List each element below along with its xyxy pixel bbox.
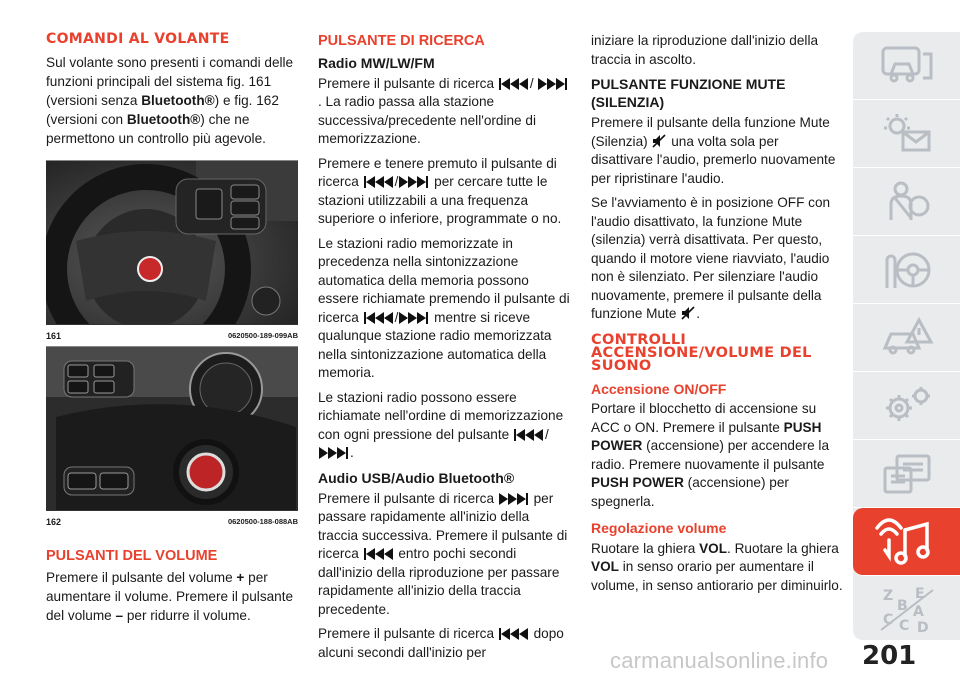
intro-bluetooth-2: Bluetooth® [126, 112, 201, 127]
intro-paragraph [46, 53, 298, 148]
intro-bluetooth-1: Bluetooth® [141, 93, 215, 108]
figure-161-caption [46, 324, 298, 342]
column-3 [591, 32, 843, 601]
mute-paragraph-1 [591, 114, 843, 188]
mute-icon [652, 134, 666, 148]
radio-paragraph-4 [318, 389, 572, 463]
seek-back-icon [364, 312, 394, 324]
vol-text-a: Ruotare la ghiera [591, 540, 700, 556]
technical-data-icon [879, 452, 935, 496]
mute-p2-end: . [696, 306, 700, 321]
p1-text-a: Premere il pulsante di ricerca [318, 75, 495, 91]
volume-adjust-paragraph [591, 540, 843, 596]
tab-technical-data[interactable] [853, 440, 960, 508]
usb-paragraph-2 [318, 625, 572, 662]
section-title-controlli: CONTROLLI ACCENSIONE/VOLUME DEL SUONO [591, 331, 812, 374]
usb-paragraph-1 [318, 490, 572, 620]
tab-index[interactable] [853, 576, 960, 643]
p3-text-b: mentre si riceve qualunque stazione radio memorizzata nella sintonizzazione automatica della memoria. [318, 309, 552, 380]
svg-text:B: B [896, 597, 908, 614]
figure-162-image [46, 346, 298, 510]
seek-forward-icon [399, 176, 429, 188]
p1-slash: / [529, 75, 534, 91]
tab-multimedia[interactable] [853, 508, 960, 576]
svg-text:E: E [914, 585, 925, 602]
figure-161-image [46, 160, 298, 324]
seek-back-icon [364, 176, 394, 188]
figure-161-code: 0620500-189-099AB [227, 331, 298, 340]
seek-forward-icon [319, 447, 349, 459]
push-power-1: PUSH POWER [591, 419, 822, 453]
p6-text-a: Premere il pulsante di ricerca [318, 626, 495, 641]
volume-text-3: per ridurre il volume. [123, 607, 251, 623]
column-2 [318, 32, 572, 668]
radio-paragraph-2 [318, 155, 572, 229]
seek-forward-icon [499, 493, 529, 505]
steering-wheel-key-icon [879, 248, 935, 292]
radio-paragraph-3 [318, 235, 572, 383]
onoff-paragraph [591, 400, 843, 511]
onoff-text-c: (accensione) per accendere la radio. Premere nuovamente il pulsante [591, 438, 830, 472]
steering-wheel-photo-1 [46, 161, 298, 324]
minus-symbol: – [115, 607, 124, 623]
p2-text-a: Premere e tenere premuto il pulsante di ricerca [318, 155, 557, 189]
car-dashboard-icon [879, 44, 935, 88]
svg-text:A: A [912, 603, 924, 620]
vol-label-2: VOL [591, 559, 619, 574]
alphabetic-index-icon [877, 584, 937, 636]
vol-text-c: . Ruotare la ghiera [727, 540, 839, 556]
watermark: carmanualsonline.info [610, 648, 829, 673]
section-title-volume: PULSANTI DEL VOLUME [46, 548, 218, 564]
p2-slash: / [394, 174, 399, 189]
mute-icon [681, 306, 695, 320]
onoff-text-e: (accensione) per spegnerla. [591, 475, 789, 509]
seek-back-icon [364, 548, 394, 560]
p5-text-a: Premere il pulsante di ricerca [318, 490, 495, 506]
tab-emergency[interactable] [853, 304, 960, 372]
volume-text-2: per aumentare il volume. Premere il pulsante del volume [46, 569, 294, 623]
p6-text-b: dopo alcuni secondi dall'inizio per [318, 626, 564, 660]
volume-text-1: Premere il pulsante del volume [46, 569, 237, 585]
tab-lights-warnings[interactable] [853, 100, 960, 168]
subtitle-usb: Audio USB/Audio Bluetooth® [318, 469, 515, 486]
tab-safety[interactable] [853, 168, 960, 236]
p2-text-b: per cercare tutte le stazioni utilizzabili a una frequenza superiore o inferiore, programmate o no. [318, 174, 562, 226]
volume-paragraph [46, 568, 298, 625]
push-power-2: PUSH POWER [591, 475, 684, 490]
figure-161-number: 161 [46, 331, 62, 341]
svg-text:D: D [916, 619, 929, 636]
emergency-icon [879, 316, 935, 360]
figure-162-code: 0620500-188-088AB [227, 517, 298, 526]
tab-maintenance[interactable] [853, 372, 960, 440]
chapter-sidebar [853, 32, 960, 640]
intro-text-2: ) e fig. 162 (versioni con [46, 93, 279, 127]
svg-text:Z: Z [882, 587, 893, 604]
figure-162-caption [46, 510, 298, 528]
p5-text-b: per passare rapidamente all'inizio della traccia successiva. Premere il pulsante di ricerca [318, 490, 568, 561]
mute-p1-text-b: una volta sola per disattivare l'audio, premerlo nuovamente per ripristinare l'audio. [591, 133, 836, 186]
page-number: 201 [862, 641, 917, 671]
onoff-text-a: Portare il blocchetto di accensione su ACC o ON. Premere il pulsante [591, 401, 817, 435]
p4-text-b: . [350, 445, 354, 460]
seek-back-icon [499, 628, 529, 640]
p4-text-a: Le stazioni radio possono essere richiamate nell'ordine di memorizzazione con ogni pressione del pulsante [318, 389, 564, 442]
mute-p1-text-a: Premere il pulsante della funzione Mute (Silenzia) [591, 115, 830, 149]
svg-text:C: C [898, 617, 909, 634]
multimedia-icon [875, 514, 939, 570]
section-title-comandi: COMANDI AL VOLANTE [46, 31, 230, 47]
subtitle-volume: Regolazione volume [591, 520, 727, 536]
column-1 [46, 32, 298, 631]
p3-text-a: Le stazioni radio memorizzate in precedenza nella sintonizzazione automatica della memoria possono essere richiamate premendo il pulsante di ricerca [318, 235, 570, 325]
subtitle-radio: Radio MW/LW/FM [318, 54, 435, 71]
radio-paragraph-1 [318, 75, 572, 149]
p4-slash: / [544, 426, 549, 442]
subtitle-mute: PULSANTE FUNZIONE MUTE (SILENZIA) [591, 76, 786, 110]
tab-dashboard[interactable] [853, 32, 960, 100]
warning-lights-icon [879, 112, 935, 156]
seek-back-icon [514, 429, 544, 441]
vol-label-1: VOL [699, 540, 728, 556]
seek-forward-icon [538, 78, 568, 90]
svg-text:C: C [882, 611, 893, 628]
subtitle-onoff: Accensione ON/OFF [591, 380, 727, 397]
figure-161 [46, 160, 298, 342]
continuation-paragraph: iniziare la riproduzione dall'inizio della traccia in ascolto. [591, 33, 819, 67]
section-title-ricerca: PULSANTE DI RICERCA [318, 33, 485, 49]
p3-slash: / [394, 309, 399, 325]
p1-text-b: . La radio passa alla stazione successiva/precedente nell'ordine di memorizzazione. [318, 94, 536, 146]
intro-text-3: ) che ne permettono un controllo più agevole. [46, 112, 266, 146]
tab-driving[interactable] [853, 236, 960, 304]
figure-162-number: 162 [46, 517, 62, 527]
mute-p2-text: Se l'avviamento è in posizione OFF con l'audio disattivato, la funzione Mute (silenzia) verrà disattivata. Per questo, quando il motore viene riavviato, l'audio non è silenziato. Per silenziare l'audio nuovamente, premere il pulsante della funzione Mute [591, 195, 831, 321]
seek-back-icon [499, 78, 529, 90]
figure-162 [46, 346, 298, 528]
intro-text-1: Sul volante sono presenti i comandi delle funzioni principali del sistema fig. 161 (versioni senza [46, 55, 294, 108]
gears-maintenance-icon [879, 384, 935, 428]
steering-wheel-photo-2 [46, 347, 298, 510]
plus-symbol: + [236, 569, 245, 585]
mute-paragraph-2 [591, 194, 843, 324]
p5-text-c: entro pochi secondi dall'inizio della riproduzione per passare rapidamente all'inizio della traccia precedente. [318, 546, 560, 617]
seatbelt-safety-icon [879, 180, 935, 224]
seek-forward-icon [399, 312, 429, 324]
vol-text-e: in senso orario per aumentare il volume, in senso antiorario per diminuirlo. [591, 559, 843, 593]
